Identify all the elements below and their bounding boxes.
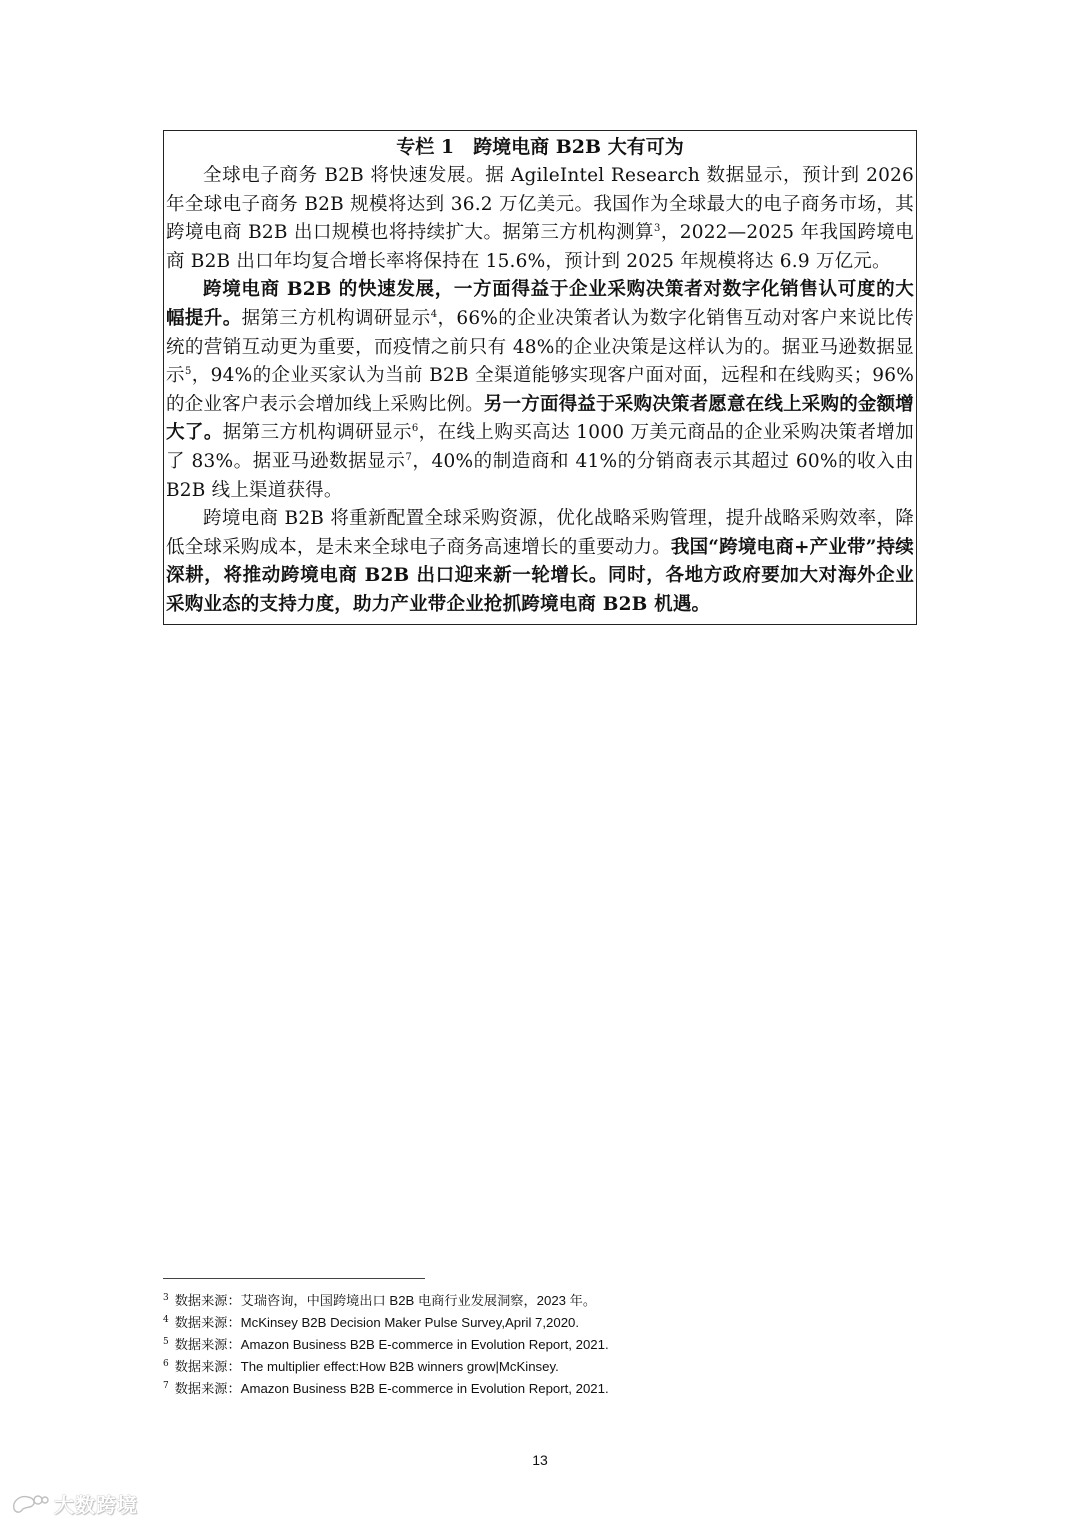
footnote-text: 艾瑞咨询，中国跨境出口 B2B 电商行业发展洞察，2023 年。 xyxy=(240,1293,597,1308)
footnotes xyxy=(163,1290,923,1400)
footnote-number: 7 xyxy=(163,1380,169,1391)
watermark-text: 大数跨境 xyxy=(54,1493,138,1517)
paragraph-2 xyxy=(166,276,914,505)
footnote-text: Amazon Business B2B E-commerce in Evolution Report, 2021. xyxy=(240,1381,609,1396)
p2-text-c: ，94%的企业买家认为当前 B2B 全渠道能够实现客户面对面，远程和在线购买；96%的企业客户表示会增加线上采购比例。 xyxy=(166,365,914,415)
p1-text: 全球电子商务 B2B 将快速发展。据 AgileIntel Research 数据显示，预计到 2026 年全球电子商务 B2B 规模将达到 36.2 万亿美元。我国作为全球最大的电子商务市场，其跨境电商 B2B 出口规模也将持续扩大。据第三方机构测算 xyxy=(166,165,914,244)
p2-text-f: ，40%的制造商和 41%的分销商表示其超过 60%的收入由 B2B 线上渠道获得。 xyxy=(166,450,914,501)
footnote-label: 数据来源： xyxy=(174,1294,241,1309)
p2-text-e: ，在线上购买高达 1000 万美元商品的企业采购决策者增加了 83%。据亚马逊数据显示 xyxy=(166,422,914,472)
column-title: 专栏 1 跨境电商 B2B 大有可为 xyxy=(396,136,684,158)
column-box xyxy=(163,130,917,625)
footnote-ref-3[interactable]: 3 xyxy=(654,223,661,235)
footnote-number: 6 xyxy=(163,1358,169,1369)
p3-text: 跨境电商 B2B 将重新配置全球采购资源，优化战略采购管理，提升战略采购效率，降低全球采购成本，是未来全球电子商务高速增长的重要动力。 xyxy=(166,508,914,558)
footnote-label: 数据来源： xyxy=(174,1382,241,1397)
footnote-label: 数据来源： xyxy=(174,1360,241,1375)
footnote-text: McKinsey B2B Decision Maker Pulse Survey,April 7,2020. xyxy=(240,1315,580,1330)
p2-bold-1: 跨境电商 B2B 的快速发展，一方面得益于企业采购决策者对数字化销售认可度的大幅提升。 xyxy=(166,279,914,329)
p3-bold: 我国“跨境电商+产业带”持续深耕，将推动跨境电商 B2B 出口迎来新一轮增长。同时，各地方政府要加大对海外企业采购业态的支持力度，助力产业带企业抢抓跨境电商 B2B 机遇。 xyxy=(166,536,914,615)
page-number: 13 xyxy=(532,1452,548,1468)
footnote-item xyxy=(163,1334,923,1356)
p2-text-d: 据第三方机构调研显示 xyxy=(222,422,412,444)
watermark xyxy=(10,1489,138,1518)
footnote-ref-5[interactable]: 5 xyxy=(184,366,192,377)
p1-tail: ，2022—2025 年我国跨境电商 B2B 出口年均复合增长率将保持在 15.6%，预计到 2025 年规模将达 6.9 万亿元。 xyxy=(166,222,914,272)
footnote-label: 数据来源： xyxy=(174,1316,241,1331)
paragraph-3 xyxy=(166,505,914,619)
p2-text-b: ，66%的企业决策者认为数字化销售互动对客户来说比传统的营销互动更为重要，而疫情之前只有 48%的企业决策是这样认为的。据亚马逊数据显示 xyxy=(166,307,914,387)
footnote-divider xyxy=(163,1278,425,1279)
weibo-icon xyxy=(10,1491,50,1517)
p2-bold-2: 另一方面得益于采购决策者愿意在线上采购的金额增大了。 xyxy=(166,393,915,444)
footnote-number: 5 xyxy=(163,1336,169,1347)
footnote-number: 3 xyxy=(163,1292,169,1303)
footnote-label: 数据来源： xyxy=(174,1338,241,1353)
footnote-item xyxy=(163,1356,923,1378)
footnote-ref-4[interactable]: 4 xyxy=(430,308,438,320)
footnote-text: Amazon Business B2B E-commerce in Evolution Report, 2021. xyxy=(240,1337,609,1352)
paragraph-1 xyxy=(166,162,914,276)
footnote-item xyxy=(163,1290,923,1312)
footnote-item xyxy=(163,1312,923,1334)
footnote-number: 4 xyxy=(163,1314,169,1325)
footnote-ref-7[interactable]: 7 xyxy=(405,451,413,463)
footnote-ref-6[interactable]: 6 xyxy=(411,423,419,435)
footnote-text: The multiplier effect:How B2B winners grow|McKinsey. xyxy=(240,1359,559,1374)
footnote-item xyxy=(163,1378,923,1400)
p2-text-a: 据第三方机构调研显示 xyxy=(241,307,431,329)
